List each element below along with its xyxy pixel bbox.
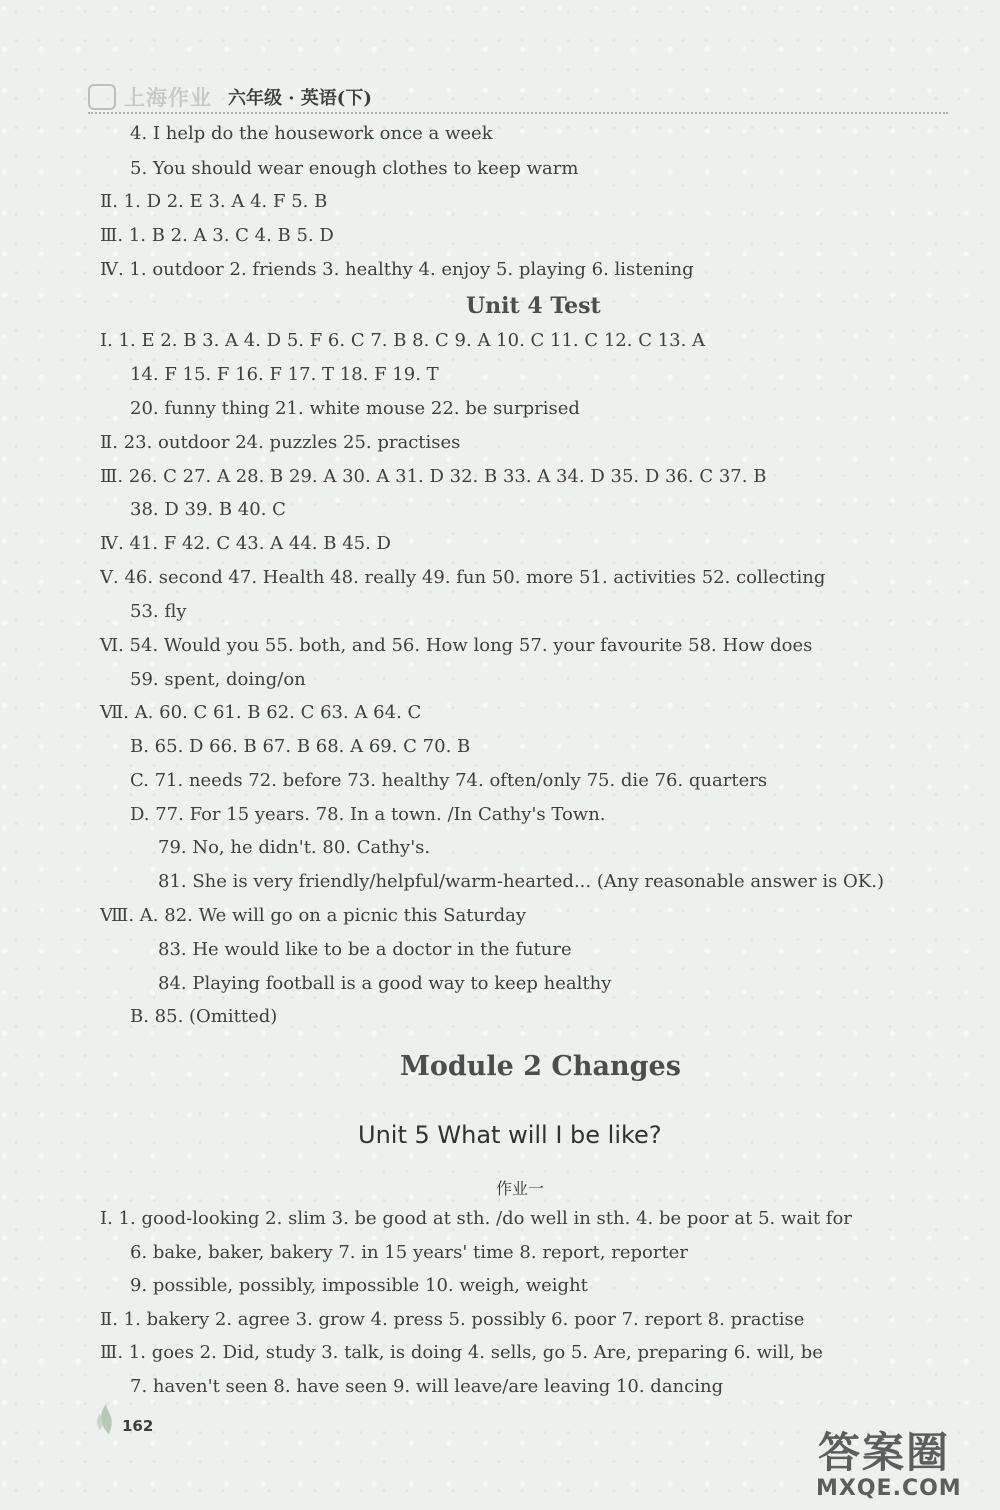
answer-line: 79. No, he didn't. 80. Cathy's. bbox=[158, 837, 431, 858]
unit4-title: Unit 4 Test bbox=[466, 293, 601, 319]
answer-line: Ⅰ. 1. good-looking 2. slim 3. be good at sth. /do well in sth. 4. be poor at 5. wait for bbox=[100, 1208, 852, 1229]
unit5-title: Unit 5 What will I be like? bbox=[358, 1121, 662, 1149]
answer-line: 5. You should wear enough clothes to keep warm bbox=[130, 158, 579, 179]
answer-line: C. 71. needs 72. before 73. healthy 74. often/only 75. die 76. quarters bbox=[130, 770, 768, 791]
answer-line: 6. bake, baker, bakery 7. in 15 years' time 8. report, reporter bbox=[130, 1242, 688, 1263]
header-grade: 六年级 · 英语(下) bbox=[228, 88, 372, 109]
answer-line: 59. spent, doing/on bbox=[130, 669, 306, 690]
answer-line: 53. fly bbox=[130, 601, 187, 622]
book-logo-icon bbox=[88, 84, 116, 110]
answer-line: Ⅶ. A. 60. C 61. B 62. C 63. A 64. C bbox=[100, 702, 422, 723]
answer-line: Ⅷ. A. 82. We will go on a picnic this Saturday bbox=[100, 905, 527, 926]
answer-line: Ⅳ. 1. outdoor 2. friends 3. healthy 4. enjoy 5. playing 6. listening bbox=[100, 259, 694, 280]
answer-line: Ⅱ. 1. bakery 2. agree 3. grow 4. press 5. possibly 6. poor 7. report 8. practise bbox=[100, 1309, 805, 1330]
page-number: 162 bbox=[122, 1417, 154, 1435]
answer-line: Ⅳ. 41. F 42. C 43. A 44. B 45. D bbox=[100, 533, 391, 554]
answer-line: 38. D 39. B 40. C bbox=[130, 499, 286, 520]
answer-line: 4. I help do the housework once a week bbox=[130, 123, 493, 144]
answer-line: D. 77. For 15 years. 78. In a town. /In Cathy's Town. bbox=[130, 804, 606, 825]
page-header bbox=[88, 82, 948, 114]
leaf-icon bbox=[94, 1400, 124, 1436]
answer-line: 20. funny thing 21. white mouse 22. be surprised bbox=[130, 398, 580, 419]
answer-line: 81. She is very friendly/helpful/warm-hearted... (Any reasonable answer is OK.) bbox=[158, 871, 884, 892]
watermark-url: MXQE.COM bbox=[816, 1476, 962, 1501]
answer-line: 83. He would like to be a doctor in the future bbox=[158, 939, 572, 960]
answer-line: Ⅵ. 54. Would you 55. both, and 56. How long 57. your favourite 58. How does bbox=[100, 635, 813, 656]
homework-label: 作业一 bbox=[496, 1179, 545, 1198]
header-brand: 上海作业 bbox=[124, 85, 212, 110]
watermark-logo: 答案圈 bbox=[818, 1428, 951, 1477]
answer-line: 7. haven't seen 8. have seen 9. will leave/are leaving 10. dancing bbox=[130, 1376, 724, 1397]
answer-line: B. 85. (Omitted) bbox=[130, 1006, 278, 1027]
answer-line: Ⅲ. 1. B 2. A 3. C 4. B 5. D bbox=[100, 225, 334, 246]
module-title: Module 2 Changes bbox=[400, 1051, 681, 1082]
answer-line: 14. F 15. F 16. F 17. T 18. F 19. T bbox=[130, 364, 439, 385]
site-watermark bbox=[812, 1420, 994, 1506]
answer-line: 84. Playing football is a good way to keep healthy bbox=[158, 973, 612, 994]
answer-line: Ⅲ. 1. goes 2. Did, study 3. talk, is doing 4. sells, go 5. Are, preparing 6. will, be bbox=[100, 1342, 823, 1363]
answer-line: Ⅱ. 23. outdoor 24. puzzles 25. practises bbox=[100, 432, 461, 453]
answer-line: B. 65. D 66. B 67. B 68. A 69. C 70. B bbox=[130, 736, 471, 757]
answer-line: Ⅴ. 46. second 47. Health 48. really 49. fun 50. more 51. activities 52. collecting bbox=[100, 567, 826, 588]
answer-line: Ⅰ. 1. E 2. B 3. A 4. D 5. F 6. C 7. B 8. C 9. A 10. C 11. C 12. C 13. A bbox=[100, 330, 706, 351]
answer-line: 9. possible, possibly, impossible 10. weigh, weight bbox=[130, 1275, 588, 1296]
answer-line: Ⅱ. 1. D 2. E 3. A 4. F 5. B bbox=[100, 191, 328, 212]
answer-line: Ⅲ. 26. C 27. A 28. B 29. A 30. A 31. D 32. B 33. A 34. D 35. D 36. C 37. B bbox=[100, 466, 767, 487]
